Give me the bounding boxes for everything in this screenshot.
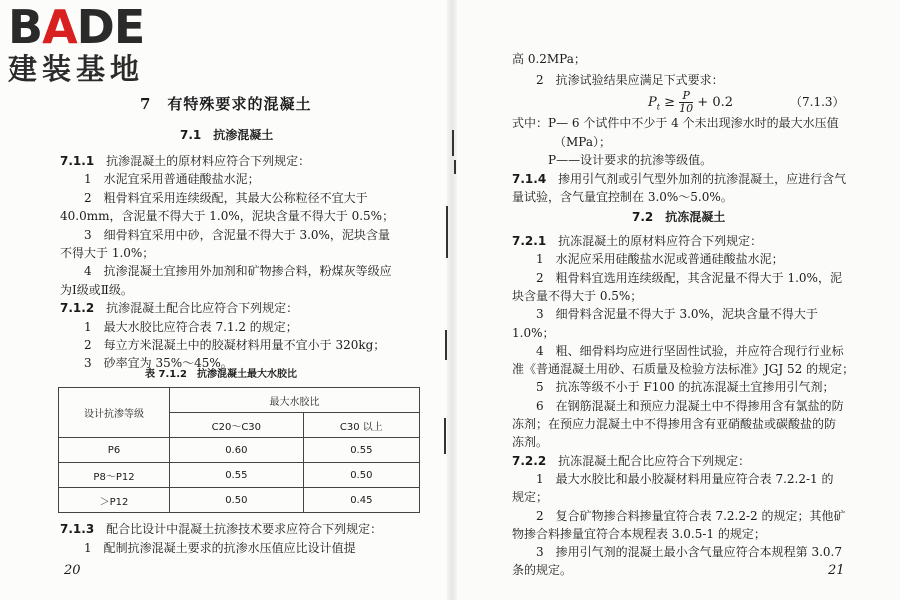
- text-line: [512, 305, 818, 323]
- clause-text: （MPa）；: [512, 134, 611, 149]
- clause-text: 冻剂。: [512, 435, 549, 450]
- clause-number: 7.2.2: [512, 453, 547, 468]
- text-line: [512, 170, 846, 188]
- clause-text: P——设计要求的抗渗等级值。: [512, 153, 713, 167]
- clause-text: 抗渗混凝土的原材料应符合下列规定：: [94, 154, 311, 168]
- clause-text: 抗冻混凝土配合比应符合下列规定：: [546, 453, 751, 468]
- clause-text: 抗冻混凝土的原材料应符合下列规定：: [546, 234, 763, 248]
- text-line: [60, 336, 385, 354]
- clause-text: 2 粗骨料宜选用连续级配，其含泥量不得大于 1.0%，泥: [512, 270, 842, 285]
- section-heading: 7.2 抗冻混凝土: [632, 210, 726, 224]
- scan-mark: [454, 160, 456, 174]
- header-max: 最大水胶比: [170, 388, 420, 413]
- clause-number: 7.1.2: [60, 301, 95, 316]
- text-line: [512, 360, 854, 378]
- text-line: [512, 188, 733, 206]
- clause-number: 7.2.1: [512, 234, 547, 248]
- subheader-b: C30 以上: [303, 413, 419, 438]
- clause-text: 1 最大水胶比应符合表 7.1.2 的规定；: [60, 319, 298, 334]
- text-line: [60, 318, 298, 336]
- scan-mark: [444, 418, 446, 454]
- clause-number: 7.1.3: [60, 522, 95, 536]
- clause-number: 7.1.1: [60, 154, 95, 168]
- clause-text: 1 最大水胶比和最小胶凝材料用量应符合表 7.2.2-1 的: [512, 471, 834, 486]
- logo: [8, 0, 178, 86]
- clause-text: 为Ⅰ级或Ⅱ级。: [60, 282, 133, 297]
- clause-text: 1 水泥应采用硅酸盐水泥或普通硅酸盐水泥；: [512, 252, 784, 267]
- text-line: [512, 114, 839, 132]
- text-line: [60, 520, 382, 538]
- text-line: [512, 250, 784, 268]
- formula-number: （7.1.3）: [790, 95, 845, 109]
- page-number-right: 21: [828, 563, 845, 578]
- scan-mark: [445, 330, 447, 360]
- header-grade: 设计抗渗等级: [59, 388, 170, 438]
- clause-text: 规定；: [512, 490, 549, 505]
- table-caption: 表 7.1.2 抗渗混凝土最大水胶比: [145, 369, 297, 380]
- clause-number: 7.1.4: [512, 171, 547, 186]
- clause-text: 抗渗混凝土配合比应符合下列规定：: [94, 301, 299, 316]
- text-line: [512, 269, 842, 287]
- cell-a: 0.60: [170, 438, 304, 463]
- text-line: [60, 189, 368, 207]
- clause-text: 3 细骨料含泥量不得大于 3.0%，泥块含量不得大于: [512, 307, 818, 322]
- text-line: [512, 342, 844, 360]
- clause-text: 冻剂；在预应力混凝土中不得掺用含有亚硝酸盐或碳酸盐的防: [512, 417, 837, 431]
- text-line: [512, 151, 712, 169]
- text-line: [512, 133, 611, 151]
- logo-subtitle: 建装基地: [8, 52, 145, 86]
- text-line: [512, 378, 835, 396]
- clause-text: 4 抗渗混凝土宜掺用外加剂和矿物掺合料，粉煤灰等级应: [60, 264, 392, 279]
- clause-text: 2 抗渗试验结果应满足下式要求：: [512, 73, 724, 87]
- cell-a: 0.55: [170, 463, 304, 488]
- text-line: [60, 226, 390, 244]
- text-line: [512, 397, 844, 415]
- text-line: [512, 452, 750, 470]
- clause-text: 3 掺用引气剂的混凝土最小含气量应符合本规程第 3.0.7: [512, 545, 842, 560]
- clause-text: 2 复合矿物掺合料掺量宜符合表 7.2.2-2 的规定；其他矿: [512, 508, 846, 523]
- clause-text: 高 0.2MPa；: [512, 52, 586, 66]
- clause-text: 准《普通混凝土用砂、石质量及检验方法标准》JGJ 52 的规定；: [512, 362, 855, 377]
- cell-grade: ＞P12: [59, 488, 170, 513]
- clause-text: 式中：P— 6 个试件中不少于 4 个未出现渗水时的最大水压值: [512, 116, 839, 130]
- text-line: [60, 207, 394, 225]
- scan-mark: [452, 130, 454, 156]
- clause-text: 4 粗、细骨料均应进行坚固性试验，并应符合现行行业标: [512, 343, 844, 358]
- cell-a: 0.50: [170, 488, 304, 513]
- page-gutter: [447, 0, 457, 600]
- text-line: [512, 561, 572, 579]
- cell-b: 0.50: [303, 463, 419, 488]
- text-line: [512, 488, 548, 506]
- text-line: [60, 281, 133, 299]
- text-line: [60, 539, 356, 557]
- chapter-title: 7 有特殊要求的混凝土: [140, 95, 312, 113]
- text-line: [60, 152, 310, 170]
- text-line: [512, 50, 586, 68]
- clause-text: 量试验，含气量宜控制在 3.0%～5.0%。: [512, 190, 733, 204]
- clause-text: 1 配制抗渗混凝土要求的抗渗水压值应比设计值提: [60, 541, 356, 555]
- logo-wordmark: BADE: [8, 0, 145, 54]
- table-row: [59, 438, 420, 463]
- clause-text: 2 每立方米混凝土中的胶凝材料用量不宜小于 320kg；: [60, 338, 386, 352]
- clause-text: 3 细骨料宜采用中砂，含泥量不得大于 3.0%，泥块含量: [60, 227, 390, 242]
- water-binder-table: [58, 387, 420, 513]
- text-line: [60, 170, 260, 188]
- clause-text: 1.0%；: [512, 325, 555, 340]
- section-heading: 7.1 抗渗混凝土: [180, 128, 274, 142]
- page-number-left: 20: [64, 563, 81, 578]
- text-line: [512, 71, 724, 89]
- clause-text: 条的规定。: [512, 563, 573, 578]
- clause-text: 物掺合料掺量宜符合本规程表 3.0.5-1 的规定；: [512, 526, 766, 541]
- text-line: [512, 525, 766, 543]
- text-line: [512, 543, 842, 561]
- clause-text: 块含量不得大于 0.5%；: [512, 288, 643, 303]
- text-line: [512, 507, 846, 525]
- text-line: [512, 287, 642, 305]
- clause-text: 6 在钢筋混凝土和预应力混凝土中不得掺用含有氯盐的防: [512, 398, 844, 413]
- clause-text: 掺用引气剂或引气型外加剂的抗渗混凝土，应进行含气: [546, 171, 847, 186]
- cell-b: 0.55: [303, 438, 419, 463]
- table-row: [59, 463, 420, 488]
- cell-b: 0.45: [303, 488, 419, 513]
- clause-text: 40.0mm，含泥量不得大于 1.0%，泥块含量不得大于 0.5%；: [60, 209, 395, 224]
- text-line: [512, 470, 834, 488]
- clause-text: 不得大于 1.0%；: [60, 246, 155, 260]
- clause-text: 2 粗骨料宜采用连续级配，其最大公称粒径不宜大于: [60, 190, 368, 205]
- clause-text: 配合比设计中混凝土抗渗技术要求应符合下列规定：: [94, 522, 383, 536]
- formula-7-1-3: $P_t$ ≥ $\frac{P}{10} + 0.2$: [648, 89, 733, 115]
- cell-grade: P6: [59, 438, 170, 463]
- text-line: [60, 299, 298, 317]
- text-line: [512, 232, 762, 250]
- text-line: [512, 433, 548, 451]
- clause-text: 3 砂率宜为 35%～45%。: [60, 356, 233, 371]
- text-line: [60, 244, 154, 262]
- text-line: [512, 324, 555, 342]
- subheader-a: C20～C30: [170, 413, 304, 438]
- clause-text: 5 抗冻等级不小于 F100 的抗冻混凝土宜掺用引气剂；: [512, 380, 835, 395]
- text-line: [512, 415, 836, 433]
- table-row: [59, 488, 420, 513]
- clause-text: 1 水泥宜采用普通硅酸盐水泥；: [60, 172, 260, 187]
- cell-grade: P8～P12: [59, 463, 170, 488]
- text-line: [60, 262, 392, 280]
- scan-mark: [446, 206, 448, 258]
